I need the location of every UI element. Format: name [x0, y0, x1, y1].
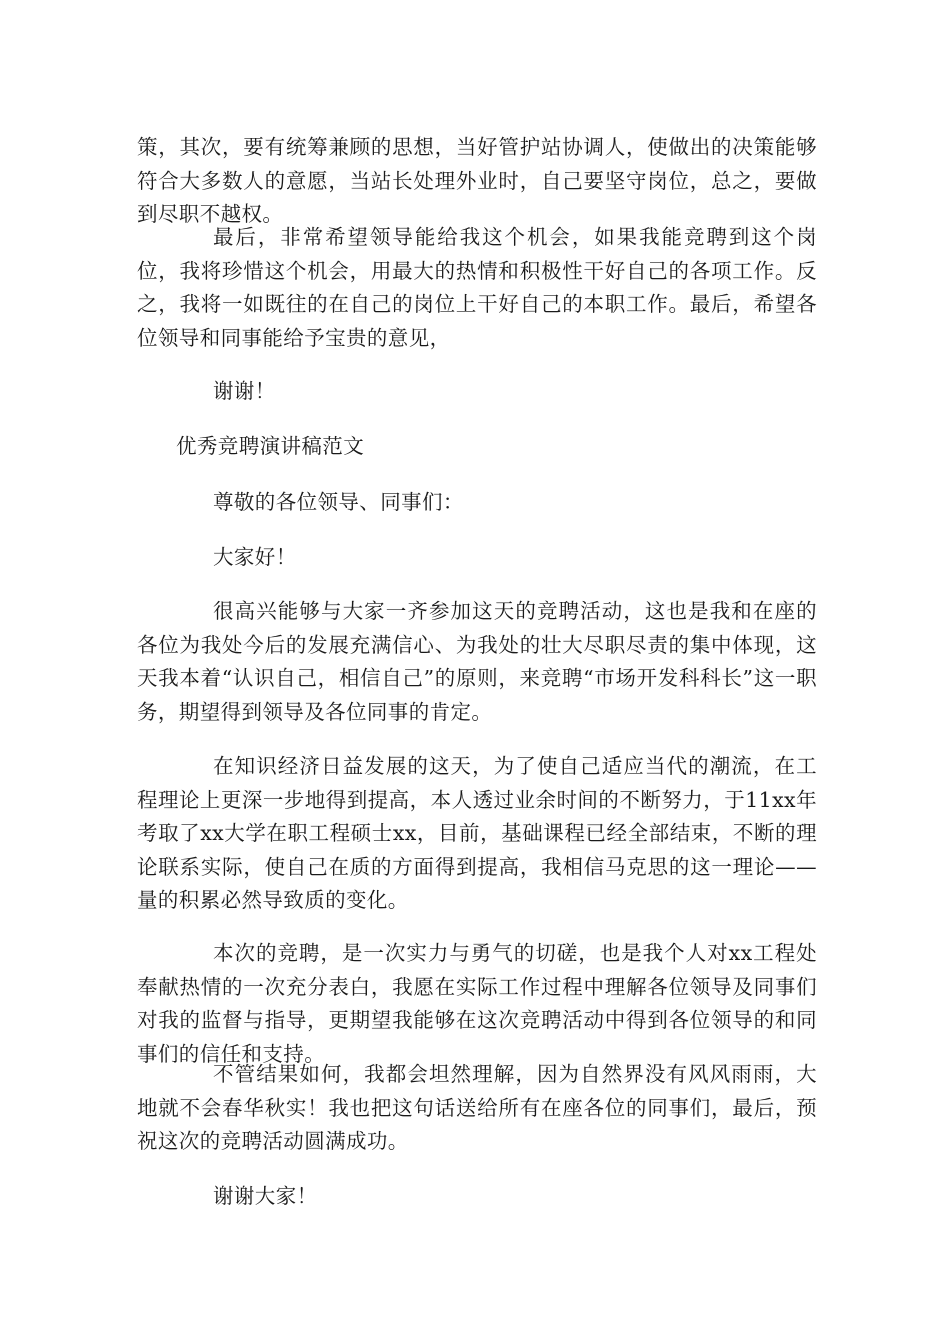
closing-thanks: 谢谢大家！: [213, 1184, 318, 1208]
paragraph-result: 不管结果如何，我都会坦然理解，因为自然界没有风风雨雨，大地就不会春华秋实！我也把这句话送给所有在座各位的同事们，最后，预祝这次的竞聘活动圆满成功。: [137, 1062, 817, 1153]
paragraph-competition: 本次的竞聘，是一次实力与勇气的切磋，也是我个人对xx工程处奉献热情的一次充分表白，我愿在实际工作过程中理解各位领导及同事们对我的监督与指导，更期望我能够在这次竞聘活动中得到各位领导的和同事们的信任和支持。: [137, 941, 817, 1066]
paragraph-intro: 很高兴能够与大家一齐参加这天的竞聘活动，这也是我和在座的各位为我处今后的发展充满信心、为我处的壮大尽职尽责的集中体现，这天我本着“认识自己，相信自己”的原则，来竞聘“市场开发科科长”这一职务，期望得到领导及各位同事的肯定。: [137, 599, 817, 724]
paragraph-continuation: 策，其次，要有统筹兼顾的思想，当好管护站协调人，使做出的决策能够符合大多数人的意愿，当站长处理外业时，自己要坚守岗位，总之，要做到尽职不越权。: [137, 135, 817, 226]
paragraph-closing-request: 最后，非常希望领导能给我这个机会，如果我能竞聘到这个岗位，我将珍惜这个机会，用最大的热情和积极性干好自己的各项工作。反之，我将一如既往的在自己的岗位上干好自己的本职工作。最后，希望各位领导和同事能给予宝贵的意见，: [137, 225, 817, 350]
greeting: 大家好！: [213, 545, 297, 569]
paragraph-study: 在知识经济日益发展的这天，为了使自己适应当代的潮流，在工程理论上更深一步地得到提高，本人透过业余时间的不断努力，于11xx年考取了xx大学在职工程硕士xx，目前，基础课程已经全部结束，不断的理论联系实际，使自己在质的方面得到提高，我相信马克思的这一理论——量的积累必然导致质的变化。: [137, 754, 817, 912]
paragraph-thanks: 谢谢！: [213, 379, 276, 403]
salutation: 尊敬的各位领导、同事们：: [213, 490, 464, 514]
section-title: 优秀竞聘演讲稿范文: [176, 434, 365, 458]
